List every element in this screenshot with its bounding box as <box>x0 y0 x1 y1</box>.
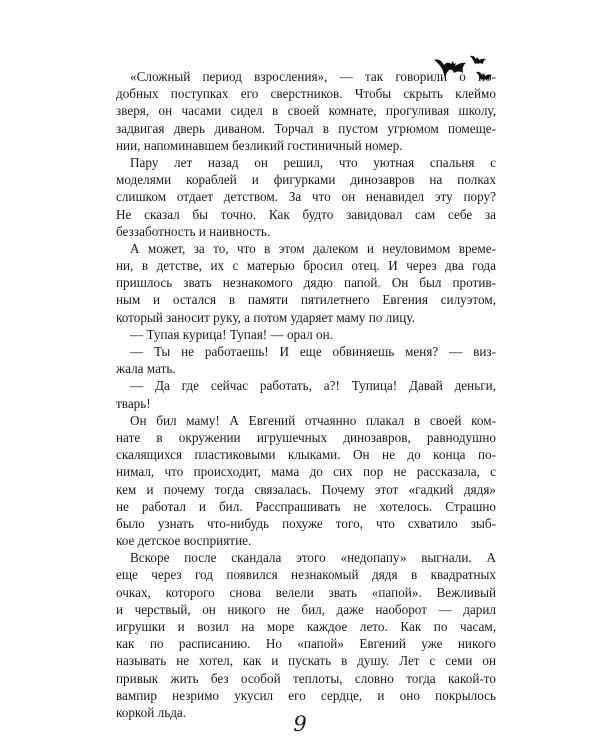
text-line: было узнать что-нибудь похуже того, что схватило зыб- <box>116 515 496 531</box>
text-line: — Да где сейчас работать, а?! Тупица! Давай деньги, <box>130 378 496 394</box>
text-line: и черствый, он никого не бил, даже наоборот — дарил <box>116 601 496 617</box>
text-line: моделями кораблей и фигурками динозавров на полках <box>116 172 496 188</box>
paragraph <box>116 326 496 343</box>
paragraph <box>116 549 496 721</box>
text-line: Не сказал бы точно. Как будто завидовал сам себе за <box>116 206 496 222</box>
text-line: жала мать. <box>116 361 176 377</box>
text-line: добных поступках его сверстников. Чтобы скрыть клеймо <box>116 86 496 102</box>
text-line: «Сложный период взросления», — так говорили о по- <box>130 69 496 84</box>
text-line: кое детское восприятие. <box>116 533 252 549</box>
text-line: — Тупая курица! Тупая! — орал он. <box>130 326 333 342</box>
text-line: не работал и бил. Расспрашивать не хотелось. Страшно <box>116 498 496 514</box>
text-line: слишком отдает детством. За что он ненавидел эту пору? <box>116 189 496 205</box>
text-line: Он бил маму! А Евгений отчаянно плакал в своей ком- <box>130 412 496 428</box>
text-line: кем и почему тогда связалась. Почему этот «гадкий дядя» <box>116 481 496 497</box>
text-line: скалящихся пластиковыми клыками. Он не до конца по- <box>116 447 496 463</box>
paragraph <box>116 412 496 550</box>
text-line: коркой льда. <box>116 704 187 720</box>
text-line: задвигая дверь диваном. Торчал в пустом угрюмом помеще- <box>116 120 496 136</box>
paragraph <box>116 68 496 154</box>
text-line: называть не хотел, как и пускать в душу. Лет с семи он <box>116 653 496 669</box>
text-line: Пару лет назад он решил, что уютная спальня с <box>130 154 496 170</box>
text-line: А может, за то, что в этом далеком и неуловимом време- <box>130 240 496 256</box>
text-line: ни, в детстве, их с матерью бросил отец. И через два года <box>116 258 496 274</box>
text-line: еще через год появился незнакомый дядя в квадратных <box>116 567 496 583</box>
text-line: игрушки и возил на море каждое лето. Как по часам, <box>116 619 496 634</box>
body-text <box>116 68 496 721</box>
paragraph <box>116 377 496 411</box>
text-line: тварь! <box>116 395 151 411</box>
text-line: который заносит руку, а потом ударяет маму по лицу. <box>116 309 415 325</box>
text-line: беззаботность и наивность. <box>116 223 271 239</box>
text-line: как по расписанию. Но «папой» Евгений уже никого <box>116 636 496 652</box>
text-line: Вскоре после скандала этого «недопапу» выгнали. А <box>130 550 496 566</box>
text-line: привык жить без особой теплоты, словно тогда какой-то <box>116 670 496 686</box>
text-line: — Ты не работаешь! И еще обвиняешь меня? — виз- <box>130 344 496 359</box>
text-line: ным и остался в памяти пятилетнего Евгения силуэтом, <box>116 292 496 308</box>
text-line: зверя, он часами сидел в своей комнате, прогуливая школу, <box>116 103 496 119</box>
text-line: вампир незримо укусил его сердце, и оно покрылось <box>116 687 496 703</box>
text-line: пришлось звать незнакомого дядю папой. Он был против- <box>116 275 496 291</box>
text-line: нимал, что происходит, мама до сих пор не рассказала, с <box>116 464 496 480</box>
paragraph <box>116 240 496 326</box>
text-line: нате в окружении игрушечных динозавров, равнодушно <box>116 429 496 445</box>
text-line: очках, которого снова велели звать «папой». Вежливый <box>116 584 496 600</box>
paragraph <box>116 154 496 240</box>
text-line: нии, напоминавшем безликий гостиничный номер. <box>116 137 403 153</box>
paragraph <box>116 343 496 377</box>
bat-small-icon <box>470 56 486 64</box>
page-number: 9 <box>293 712 307 736</box>
